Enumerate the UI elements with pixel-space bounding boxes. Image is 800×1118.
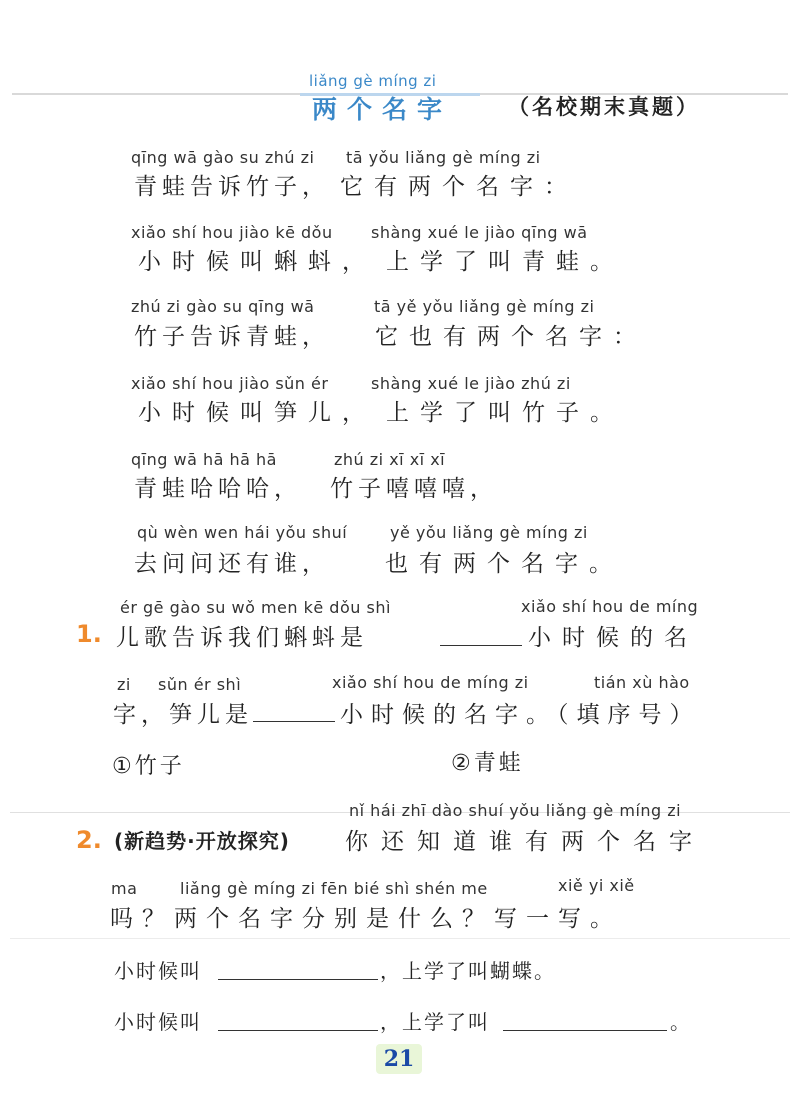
q2-fill-1-prefix: 小时候叫: [114, 959, 202, 983]
q2-line2-text: 吗？两个名字分别是什么？写一写。: [110, 906, 622, 932]
q2-fill-2-prefix: 小时候叫: [114, 1010, 202, 1034]
q1-line2-pinyin-c: xiǎo shí hou de míng zi: [332, 673, 529, 692]
poem-line-6-pinyin-a: qù wèn wen hái yǒu shuí: [137, 523, 348, 542]
q2-fill-1-blank[interactable]: [218, 959, 378, 980]
poem-line-1-pinyin-b: tā yǒu liǎng gè míng zi: [346, 148, 541, 167]
q1-line2-pinyin-d: tián xù hào: [594, 673, 690, 692]
answer-divider: [10, 938, 790, 939]
poem-line-2-pinyin-a: xiǎo shí hou jiào kē dǒu: [131, 223, 333, 242]
q1-option-2: ②青蛙: [451, 751, 524, 776]
source-label: （名校期末真题）: [508, 95, 700, 119]
q2-fill-2-blank-2[interactable]: [503, 1010, 667, 1031]
q1-line2-pinyin-b: sǔn ér shì: [158, 675, 242, 694]
q1-answer-blank-2[interactable]: [253, 699, 335, 722]
q1-line2-pinyin-a: zi: [117, 675, 131, 694]
title-pinyin: liǎng gè míng zi: [309, 72, 437, 90]
page-title: 两个名字: [312, 95, 453, 124]
poem-line-5-text-a: 青蛙哈哈哈，: [134, 476, 302, 502]
page-number: 21: [383, 1046, 415, 1072]
poem-line-3-pinyin-b: tā yě yǒu liǎng gè míng zi: [374, 297, 595, 316]
poem-line-3-text-a: 竹子告诉青蛙，: [134, 324, 330, 350]
poem-line-1-text-a: 青蛙告诉竹子，: [134, 174, 330, 200]
q1-line1-text-a: 儿歌告诉我们蝌蚪是: [116, 625, 368, 651]
poem-line-2-text-b: 上学了叫青蛙。: [386, 249, 624, 275]
q1-number: 1.: [76, 620, 102, 648]
poem-line-3-pinyin-a: zhú zi gào su qīng wā: [131, 297, 315, 316]
poem-line-4-text-a: 小时候叫笋儿，: [138, 400, 376, 426]
poem-line-6-text-a: 去问问还有谁，: [134, 551, 330, 577]
poem-line-5-pinyin-a: qīng wā hā hā hā: [131, 450, 277, 469]
q2-fill-1-suffix: ，上学了叫蝴蝶。: [380, 959, 556, 983]
q2-fill-2-blank-1[interactable]: [218, 1010, 378, 1031]
q1-line1-text-b: 小时候的名: [528, 625, 698, 651]
q1-line2-text-a: 字，笋儿是: [113, 702, 253, 728]
q1-answer-blank-1[interactable]: [440, 623, 522, 646]
q1-option-1: ①竹子: [112, 754, 185, 779]
poem-line-5-text-b: 竹子嘻嘻嘻，: [330, 476, 498, 502]
q1-line1-pinyin-a: ér gē gào su wǒ men kē dǒu shì: [120, 598, 391, 617]
q2-line1-text: 你还知道谁有两个名字: [345, 829, 705, 855]
poem-line-6-pinyin-b: yě yǒu liǎng gè míng zi: [390, 523, 588, 542]
q1-line2-text-b: 小时候的名字。（填序号）: [340, 702, 701, 728]
q2-line2-pinyin-c: xiě yi xiě: [558, 876, 635, 895]
poem-line-6-text-b: 也有两个名字。: [385, 551, 623, 577]
poem-line-4-text-b: 上学了叫竹子。: [386, 400, 624, 426]
q2-tag: (新趋势·开放探究): [114, 829, 290, 853]
q2-fill-2-end: 。: [670, 1010, 692, 1034]
q2-number: 2.: [76, 826, 102, 854]
q2-line2-pinyin-a: ma: [111, 879, 138, 898]
q2-fill-2-middle: ，上学了叫: [380, 1010, 490, 1034]
q1-line1-pinyin-b: xiǎo shí hou de míng: [521, 597, 699, 616]
q2-line2-pinyin-b: liǎng gè míng zi fēn bié shì shén me: [180, 879, 488, 898]
poem-line-4-pinyin-b: shàng xué le jiào zhú zi: [371, 374, 571, 393]
q2-line1-pinyin: nǐ hái zhī dào shuí yǒu liǎng gè míng zi: [349, 801, 682, 820]
poem-line-1-text-b: 它有两个名字：: [340, 174, 578, 200]
poem-line-2-pinyin-b: shàng xué le jiào qīng wā: [371, 223, 588, 242]
poem-line-3-text-b: 它也有两个名字：: [375, 324, 647, 350]
poem-line-4-pinyin-a: xiǎo shí hou jiào sǔn ér: [131, 374, 329, 393]
poem-line-1-pinyin-a: qīng wā gào su zhú zi: [131, 148, 315, 167]
poem-line-2-text-a: 小时候叫蝌蚪，: [138, 249, 376, 275]
poem-line-5-pinyin-b: zhú zi xī xī xī: [334, 450, 446, 469]
